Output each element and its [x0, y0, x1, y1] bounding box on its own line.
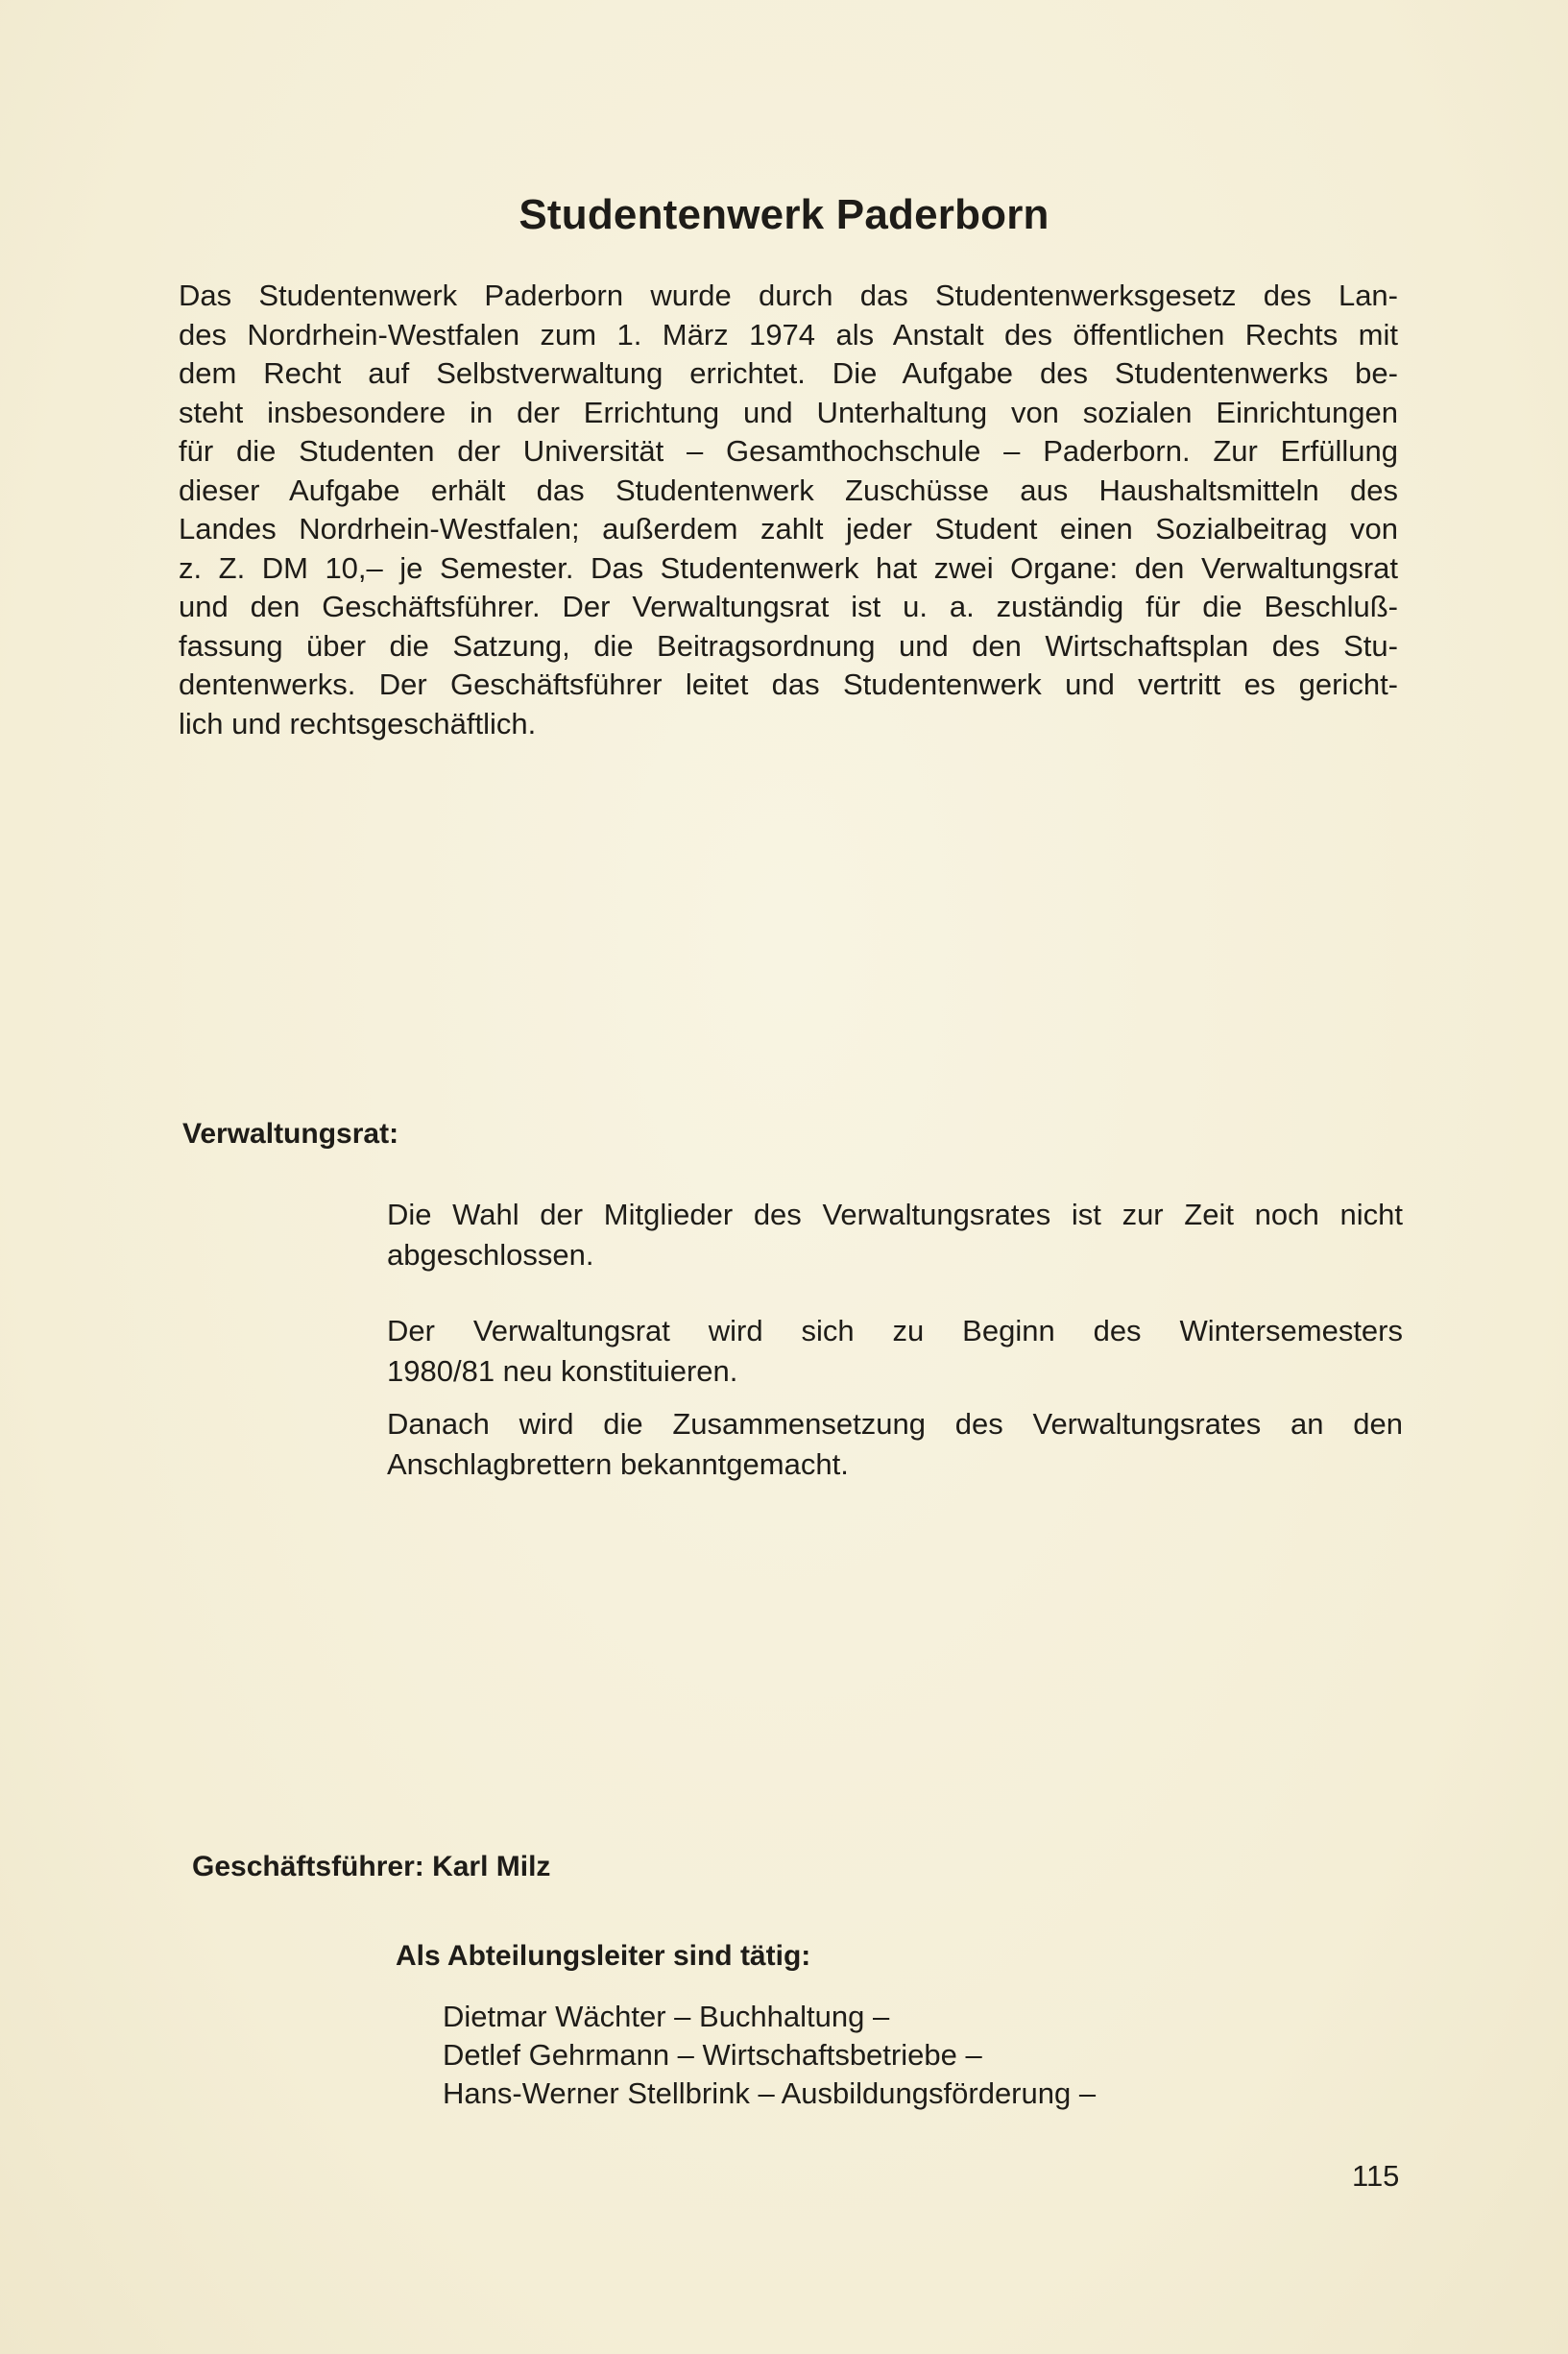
abteilungsleiter-heading: Als Abteilungsleiter sind tätig:: [396, 1940, 811, 1972]
verwaltungsrat-heading: Verwaltungsrat:: [182, 1118, 399, 1150]
intro-line: dieser Aufgabe erhält das Studentenwerk Zuschüsse aus Haushaltsmitteln des: [179, 473, 1398, 507]
intro-line: des Nordrhein-Westfalen zum 1. März 1974 als Anstalt des öffentlichen Rechts mit: [179, 317, 1398, 352]
intro-line: dentenwerks. Der Geschäftsführer leitet das Studentenwerk und vertritt es gericht-: [179, 667, 1398, 701]
geschaeftsfuehrer-heading: Geschäftsführer: Karl Milz: [192, 1851, 551, 1882]
page-title: Studentenwerk Paderborn: [519, 191, 1049, 239]
intro-line: lich und rechtsgeschäftlich.: [179, 706, 537, 740]
intro-line: steht insbesondere in der Errichtung und Unterhaltung von sozialen Einrichtungen: [179, 395, 1398, 429]
intro-line: fassung über die Satzung, die Beitragsordnung und den Wirtschaftsplan des Stu-: [179, 628, 1398, 663]
intro-line: z. Z. DM 10,– je Semester. Das Studentenwerk hat zwei Organe: den Verwaltungsrat: [179, 550, 1398, 585]
verwaltungsrat-paragraph: [387, 1311, 1403, 1392]
paragraph-line: Danach wird die Zusammensetzung des Verwaltungsrates an den: [387, 1407, 1403, 1441]
intro-paragraph: [179, 277, 1398, 743]
list-item: Dietmar Wächter – Buchhaltung –: [443, 2000, 890, 2033]
intro-line: und den Geschäftsführer. Der Verwaltungsrat ist u. a. zuständig für die Beschluß-: [179, 590, 1398, 623]
paragraph-line: Die Wahl der Mitglieder des Verwaltungsrates ist zur Zeit noch nicht: [387, 1198, 1403, 1231]
paragraph-line: Der Verwaltungsrat wird sich zu Beginn des Wintersemesters: [387, 1314, 1403, 1347]
staff-list: [443, 1998, 1096, 2113]
verwaltungsrat-paragraph: [387, 1404, 1403, 1485]
paragraph-line: 1980/81 neu konstituieren.: [387, 1354, 738, 1388]
intro-line: Das Studentenwerk Paderborn wurde durch das Studentenwerksgesetz des Lan-: [179, 279, 1398, 312]
list-item: Hans-Werner Stellbrink – Ausbildungsförderung –: [443, 2076, 1097, 2110]
intro-line: Landes Nordrhein-Westfalen; außerdem zahlt jeder Student einen Sozialbeitrag von: [179, 512, 1398, 546]
page-number: 115: [1352, 2159, 1400, 2193]
intro-line: für die Studenten der Universität – Gesamthochschule – Paderborn. Zur Erfüllung: [179, 434, 1398, 468]
paragraph-line: Anschlagbrettern bekanntgemacht.: [387, 1447, 849, 1481]
paragraph-line: abgeschlossen.: [387, 1238, 594, 1272]
list-item: Detlef Gehrmann – Wirtschaftsbetriebe –: [443, 2038, 982, 2072]
verwaltungsrat-paragraph: [387, 1195, 1403, 1275]
intro-line: dem Recht auf Selbstverwaltung errichtet. Die Aufgabe des Studentenwerks be-: [179, 356, 1398, 390]
